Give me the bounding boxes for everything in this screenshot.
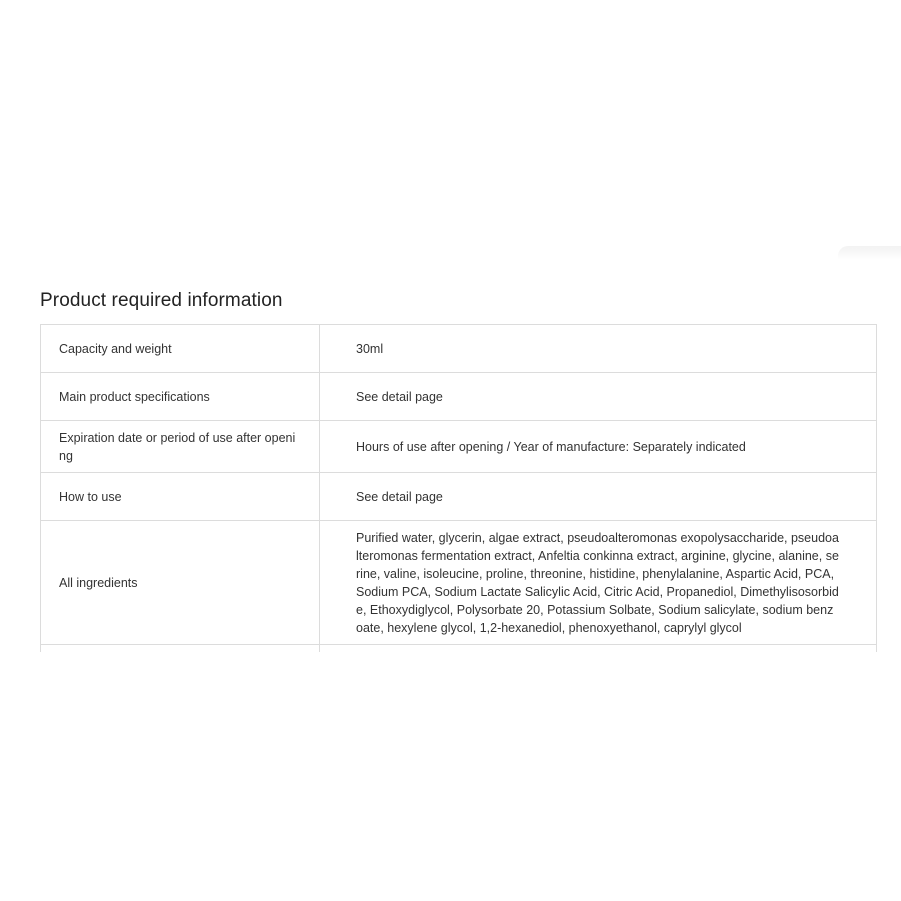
row-label-empty bbox=[41, 645, 320, 653]
row-label: How to use bbox=[41, 473, 320, 521]
product-info-table-container bbox=[40, 324, 877, 652]
row-label: Main product specifications bbox=[41, 373, 320, 421]
row-label: All ingredients bbox=[41, 521, 320, 645]
table-row bbox=[41, 421, 877, 473]
table-row bbox=[41, 373, 877, 421]
row-value-empty bbox=[320, 645, 877, 653]
table-row bbox=[41, 473, 877, 521]
table-row bbox=[41, 521, 877, 645]
product-info-table bbox=[40, 324, 877, 652]
row-value: Hours of use after opening / Year of manufacture: Separately indicated bbox=[320, 421, 877, 473]
table-row-partial bbox=[41, 645, 877, 653]
row-value: Purified water, glycerin, algae extract, pseudoalteromonas exopolysaccharide, pseudoalteromonas fermentation extract, Anfeltia conkinna extract, arginine, glycine, alanine, serine, valine, isoleucine, proline, threonine, histidine, phenylalanine, Aspartic Acid, PCA, Sodium PCA, Sodium Lactate Salicylic Acid, Citric Acid, Propanediol, Dimethylisosorbide, Ethoxydiglycol, Polysorbate 20, Potassium Solbate, Sodium salicylate, sodium benzoate, hexylene glycol, 1,2-hexanediol, phenoxyethanol, caprylyl glycol bbox=[320, 521, 877, 645]
row-value: 30ml bbox=[320, 325, 877, 373]
row-label: Capacity and weight bbox=[41, 325, 320, 373]
row-label: Expiration date or period of use after opening bbox=[41, 421, 320, 473]
table-row bbox=[41, 325, 877, 373]
row-value: See detail page bbox=[320, 473, 877, 521]
row-value: See detail page bbox=[320, 373, 877, 421]
floating-panel-edge-shadow bbox=[838, 246, 901, 260]
section-title: Product required information bbox=[40, 290, 283, 311]
